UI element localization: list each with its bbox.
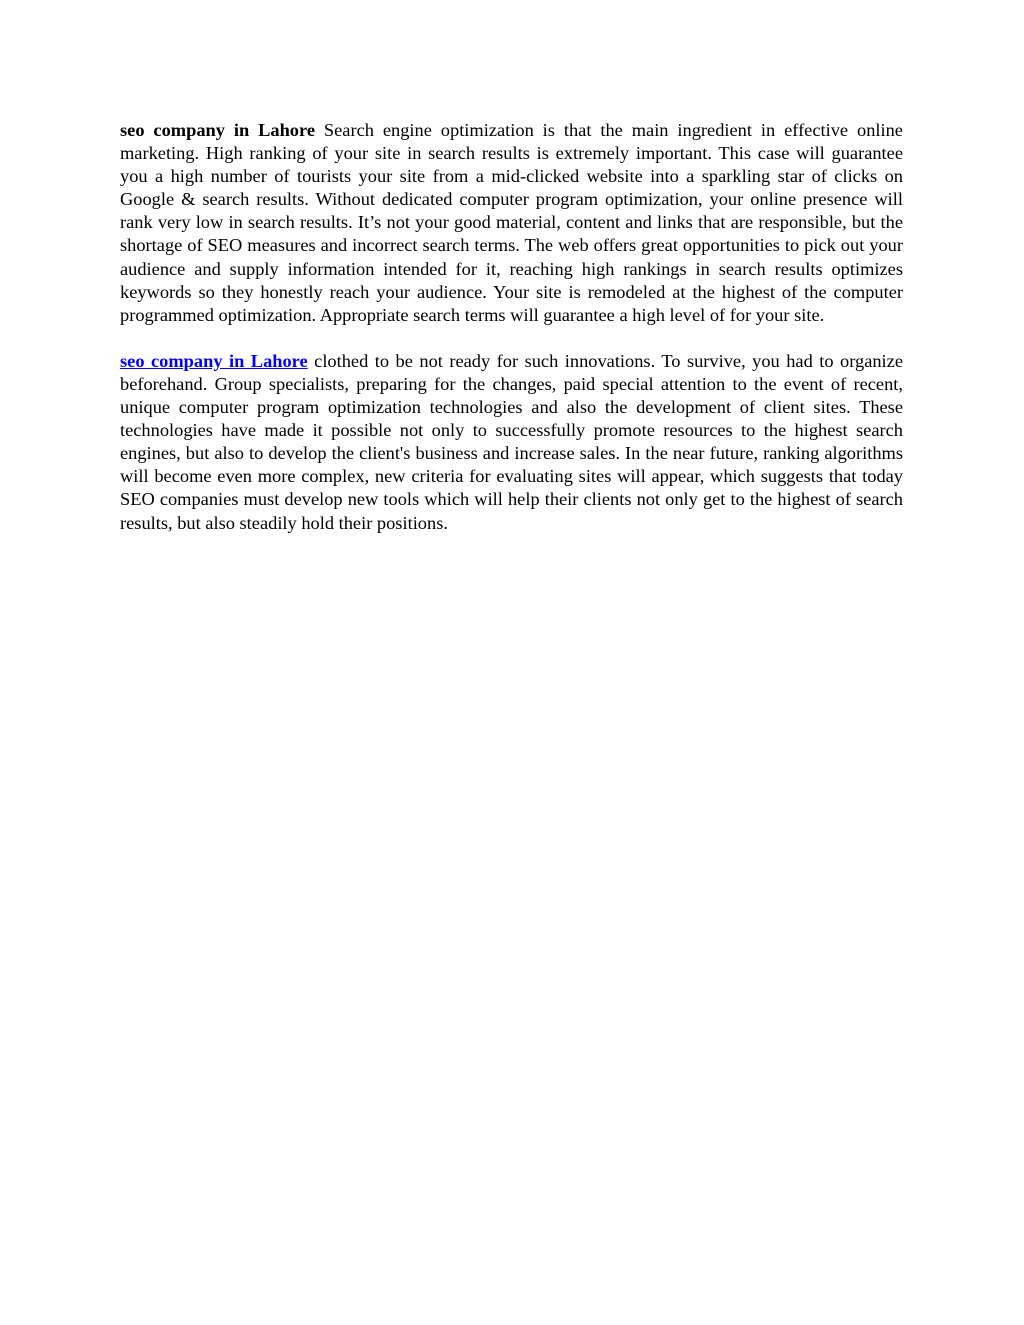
document-body — [120, 119, 903, 535]
paragraph-1 — [120, 119, 903, 327]
paragraph-2-text: clothed to be not ready for such innovations. To survive, you had to organize beforehand. Group specialists, preparing for the changes, paid special attention to the event of recent, unique computer program optimization technologies and also the development of client sites. These technologies have made it possible not only to successfully promote resources to the highest search engines, but also to develop the client's business and increase sales. In the near future, ranking algorithms will become even more complex, new criteria for evaluating sites will appear, which suggests that today SEO companies must develop new tools which will help their clients not only get to the highest of search results, but also steadily hold their positions. — [120, 350, 903, 533]
paragraph-2 — [120, 350, 903, 535]
paragraph-1-lead-keyword: seo company in Lahore — [120, 120, 315, 140]
paragraph-1-text: Search engine optimization is that the main ingredient in effective online marketing. High ranking of your site in search results is extremely important. This case will guarantee you a high number of tourists your site from a mid-clicked website into a sparkling star of clicks on Google & search results. Without dedicated computer program optimization, your online presence will rank very low in search results. It’s not your good material, content and links that are responsible, but the shortage of SEO measures and incorrect search terms. The web offers great opportunities to pick out your audience and supply information intended for it, reaching high rankings in search results optimizes keywords so they honestly reach your audience. Your site is remodeled at the highest of the computer programmed optimization. Appropriate search terms will guarantee a high level of for your site. — [120, 120, 903, 325]
seo-company-link[interactable]: seo company in Lahore — [120, 350, 308, 371]
